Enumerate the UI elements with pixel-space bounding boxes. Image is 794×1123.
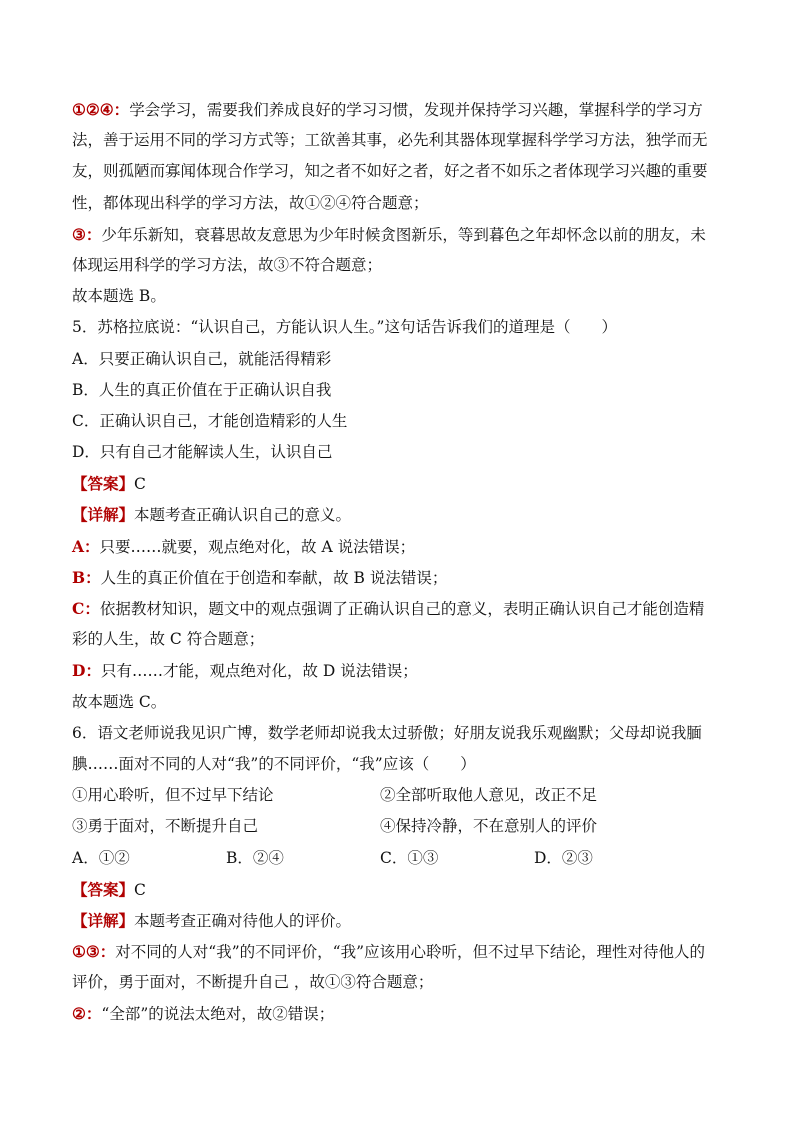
text-line: 【答案】C [72, 879, 146, 899]
text-line: 【答案】C [72, 474, 146, 494]
option-item: ②全部听取他人意见，改正不足 [380, 786, 598, 805]
answer-choice: A．①② [72, 848, 130, 867]
text-line: ①②④：学会学习，需要我们养成良好的学习习惯，发现并保持学习兴趣，掌握科学的学习方 [72, 100, 703, 119]
text-line: ②：“全部”的说法太绝对，故②错误； [72, 1004, 335, 1024]
tail-lines [72, 874, 724, 1030]
text-line: D：只有……才能，观点绝对化，故 D 说法错误； [72, 661, 418, 681]
option-item: ③勇于面对，不断提升自己 [72, 817, 259, 836]
text-line: 评价，勇于面对，不断提升自己 ，故①③符合题意； [72, 973, 434, 992]
answer-choices-row [72, 843, 724, 874]
text-line: A．只要正确认识自己，就能活得精彩 [72, 349, 332, 368]
text-line: 彩的人生，故 C 符合题意； [72, 630, 265, 649]
option-item: ①用心聆听，但不过早下结论 [72, 786, 274, 805]
text-line: ①③：对不同的人对“我”的不同评价，“我”应该用心聆听，但不过早下结论，理性对待他人的 [72, 942, 705, 962]
text-lines [72, 94, 724, 780]
option-row [72, 780, 724, 811]
answer-choice: C．①③ [380, 848, 439, 867]
text-line: 友，则孤陋而寡闻体现合作学习，知之者不如好之者，好之者不如乐之者体现学习兴趣的重要 [72, 162, 708, 181]
text-line: D．只有自己才能解读人生，认识自己 [72, 443, 333, 462]
text-line: B．人生的真正价值在于正确认识自我 [72, 380, 332, 399]
option-rows [72, 780, 724, 842]
option-item: ④保持冷静，不在意别人的评价 [380, 817, 598, 836]
text-line: 性，都体现出科学的学习方法，故①②④符合题意； [72, 193, 429, 212]
document-content [72, 94, 724, 1030]
text-line: 6．语文老师说我见识广博，数学老师却说我太过骄傲；好朋友说我乐观幽默；父母却说我腼 [72, 723, 702, 742]
answer-choice: D．②③ [534, 848, 593, 867]
text-line: A：只要……就要，观点绝对化，故 A 说法错误； [72, 536, 416, 556]
text-line: 【详解】本题考查正确对待他人的评价。 [72, 910, 352, 930]
text-line: 腆……面对不同的人对“我”的不同评价，“我”应该（ ） [72, 754, 476, 773]
text-line: C：依据教材知识，题文中的观点强调了正确认识自己的意义，表明正确认识自己才能创造精 [72, 599, 705, 618]
text-line: 故本题选 C。 [72, 692, 167, 711]
text-line: 故本题选 B。 [72, 287, 166, 306]
text-line: B：人生的真正价值在于创造和奉献，故 B 说法错误； [72, 567, 448, 587]
text-line: 体现运用科学的学习方法，故③不符合题意； [72, 255, 383, 274]
option-row [72, 811, 724, 842]
text-line: C．正确认识自己，才能创造精彩的人生 [72, 411, 348, 430]
text-line: 5．苏格拉底说：“认识自己，方能认识人生。”这句话告诉我们的道理是（ ） [72, 318, 617, 337]
text-line: 法，善于运用不同的学习方式等；工欲善其事，必先利其器体现掌握科学学习方法，独学而无 [72, 131, 708, 150]
text-line: ③：少年乐新知，衰暮思故友意思为少年时候贪图新乐，等到暮色之年却怀念以前的朋友，未 [72, 224, 706, 244]
text-line: 【详解】本题考查正确认识自己的意义。 [72, 505, 352, 525]
answer-choice: B．②④ [226, 848, 284, 867]
